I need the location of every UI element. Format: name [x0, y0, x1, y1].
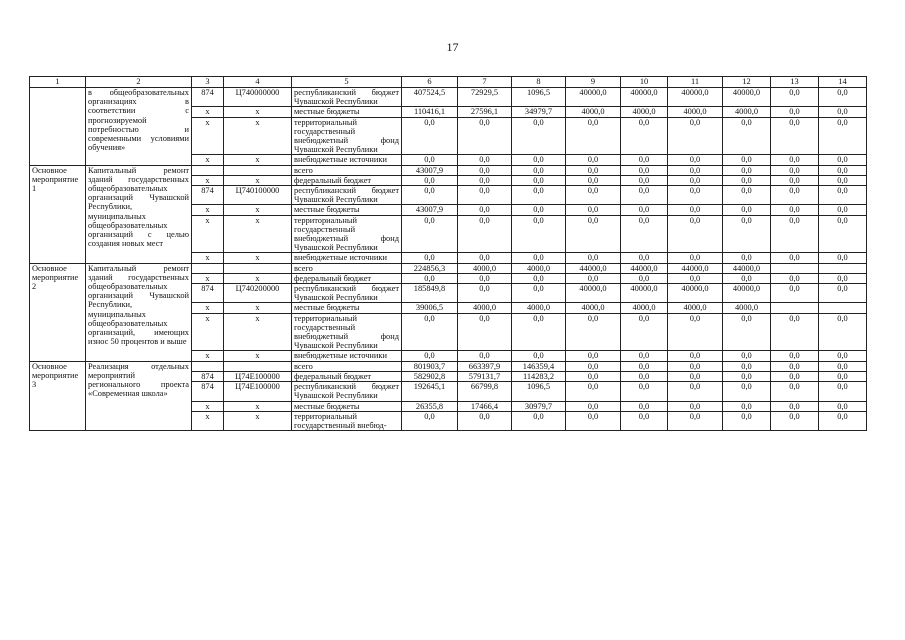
amount-cell: 0,0 [723, 205, 771, 215]
amount-cell: 40000,0 [668, 88, 723, 107]
table-row [30, 361, 867, 371]
page-number: 17 [446, 40, 459, 54]
amount-cell: 0,0 [621, 215, 668, 253]
budget-code-cell: Ц740200000 [224, 284, 292, 303]
amount-cell: 0,0 [771, 186, 819, 205]
measure-description-cell: Капитальный ремонт зданий государственных общеобразовательных организаций Чувашской Республики, муниципальных общеобразовательных организаций, имеющих износ 50 процентов и выше [86, 263, 192, 361]
amount-cell: 0,0 [512, 273, 566, 283]
measure-name-cell: Основное мероприятие 2 [30, 263, 86, 361]
amount-cell: 0,0 [566, 253, 621, 263]
measure-description-cell: Реализация отдельных мероприятий регионального проекта «Современная школа» [86, 361, 192, 430]
amount-cell: 0,0 [566, 175, 621, 185]
amount-cell: 0,0 [819, 215, 867, 253]
amount-cell: 34979,7 [512, 107, 566, 117]
amount-cell: 0,0 [723, 165, 771, 175]
amount-cell: 4000,0 [723, 107, 771, 117]
amount-cell: 0,0 [458, 313, 512, 351]
amount-cell: 0,0 [458, 284, 512, 303]
amount-cell: 44000,0 [621, 263, 668, 273]
amount-cell [771, 263, 819, 273]
amount-cell: 0,0 [458, 351, 512, 361]
amount-cell: 0,0 [819, 155, 867, 165]
amount-cell: 4000,0 [621, 107, 668, 117]
amount-cell: 0,0 [723, 371, 771, 381]
amount-cell: 0,0 [819, 186, 867, 205]
amount-cell: 0,0 [771, 117, 819, 155]
column-number-row [30, 77, 867, 88]
amount-cell: 0,0 [819, 205, 867, 215]
amount-cell: 17466,4 [458, 401, 512, 411]
column-number: 1 [30, 77, 86, 88]
amount-cell: 0,0 [771, 382, 819, 401]
table-row [30, 165, 867, 175]
column-number: 11 [668, 77, 723, 88]
amount-cell: 0,0 [458, 186, 512, 205]
amount-cell: 0,0 [668, 155, 723, 165]
amount-cell: 0,0 [723, 155, 771, 165]
amount-cell: 0,0 [771, 273, 819, 283]
executor-code-cell: x [192, 401, 224, 411]
amount-cell: 0,0 [771, 371, 819, 381]
amount-cell: 0,0 [458, 175, 512, 185]
funding-source-cell: территориальный государственный внебюджетный фонд Чувашской Республики [292, 313, 402, 351]
amount-cell: 0,0 [668, 175, 723, 185]
amount-cell: 1096,5 [512, 382, 566, 401]
amount-cell: 801903,7 [402, 361, 458, 371]
executor-code-cell: x [192, 175, 224, 185]
amount-cell: 0,0 [566, 351, 621, 361]
amount-cell: 0,0 [402, 215, 458, 253]
amount-cell: 0,0 [819, 88, 867, 107]
amount-cell: 0,0 [771, 351, 819, 361]
executor-code-cell: x [192, 215, 224, 253]
amount-cell: 0,0 [819, 351, 867, 361]
table-row [30, 88, 867, 107]
budget-code-cell: Ц740000000 [224, 88, 292, 107]
amount-cell: 0,0 [566, 382, 621, 401]
executor-code-cell: 874 [192, 371, 224, 381]
budget-code-cell: x [224, 253, 292, 263]
amount-cell: 114283,2 [512, 371, 566, 381]
amount-cell: 0,0 [566, 411, 621, 430]
amount-cell: 0,0 [723, 313, 771, 351]
amount-cell: 26355,8 [402, 401, 458, 411]
amount-cell: 0,0 [402, 411, 458, 430]
amount-cell: 0,0 [621, 186, 668, 205]
budget-code-cell: x [224, 351, 292, 361]
executor-code-cell: 874 [192, 88, 224, 107]
amount-cell: 44000,0 [566, 263, 621, 273]
executor-code-cell: x [192, 273, 224, 283]
amount-cell: 0,0 [566, 165, 621, 175]
amount-cell: 40000,0 [566, 284, 621, 303]
amount-cell: 0,0 [621, 382, 668, 401]
measure-description-cell: Капитальный ремонт зданий государственных общеобразовательных организаций Чувашской Республики, муниципальных общеобразовательных организаций с целью создания новых мест [86, 165, 192, 263]
executor-code-cell: x [192, 313, 224, 351]
table-row [30, 263, 867, 273]
column-number: 5 [292, 77, 402, 88]
executor-code-cell: 874 [192, 284, 224, 303]
budget-code-cell: x [224, 107, 292, 117]
funding-source-cell: всего [292, 361, 402, 371]
amount-cell: 44000,0 [668, 263, 723, 273]
executor-code-cell: x [192, 155, 224, 165]
funding-source-cell: местные бюджеты [292, 205, 402, 215]
funding-source-cell: всего [292, 263, 402, 273]
amount-cell: 0,0 [621, 205, 668, 215]
budget-code-cell: x [224, 215, 292, 253]
funding-source-cell: территориальный государственный внебюджетный фонд Чувашской Республики [292, 117, 402, 155]
measure-name-cell: Основное мероприятие 3 [30, 361, 86, 430]
executor-code-cell: x [192, 253, 224, 263]
column-number: 6 [402, 77, 458, 88]
amount-cell: 224856,3 [402, 263, 458, 273]
amount-cell: 4000,0 [458, 263, 512, 273]
amount-cell: 0,0 [566, 117, 621, 155]
amount-cell: 579131,7 [458, 371, 512, 381]
funding-source-cell: территориальный государственный внебюд- [292, 411, 402, 430]
amount-cell: 0,0 [819, 107, 867, 117]
amount-cell [819, 263, 867, 273]
amount-cell: 0,0 [566, 313, 621, 351]
amount-cell: 0,0 [512, 253, 566, 263]
column-number: 8 [512, 77, 566, 88]
amount-cell: 0,0 [458, 215, 512, 253]
amount-cell: 66799,8 [458, 382, 512, 401]
amount-cell: 0,0 [402, 351, 458, 361]
amount-cell: 0,0 [566, 273, 621, 283]
amount-cell: 0,0 [771, 284, 819, 303]
executor-code-cell: x [192, 411, 224, 430]
amount-cell: 4000,0 [566, 107, 621, 117]
amount-cell: 0,0 [402, 117, 458, 155]
amount-cell: 582902,8 [402, 371, 458, 381]
amount-cell: 0,0 [458, 205, 512, 215]
amount-cell: 0,0 [512, 175, 566, 185]
amount-cell: 0,0 [668, 401, 723, 411]
amount-cell: 0,0 [512, 186, 566, 205]
amount-cell: 0,0 [723, 401, 771, 411]
amount-cell: 0,0 [668, 253, 723, 263]
funding-source-cell: республиканский бюджет Чувашской Республики [292, 186, 402, 205]
budget-code-cell: x [224, 155, 292, 165]
amount-cell: 0,0 [771, 411, 819, 430]
amount-cell: 185849,8 [402, 284, 458, 303]
funding-source-cell: всего [292, 165, 402, 175]
amount-cell: 0,0 [668, 117, 723, 155]
amount-cell: 40000,0 [723, 284, 771, 303]
measure-description-cell: в общеобразовательных организациях в соответствии с прогнозируемой потребностью и современными условиями обучения» [86, 88, 192, 166]
amount-cell: 0,0 [621, 117, 668, 155]
amount-cell: 0,0 [402, 313, 458, 351]
amount-cell: 4000,0 [621, 303, 668, 313]
amount-cell: 0,0 [621, 273, 668, 283]
budget-code-cell: x [224, 313, 292, 351]
amount-cell: 0,0 [402, 186, 458, 205]
amount-cell: 0,0 [723, 411, 771, 430]
amount-cell: 0,0 [458, 117, 512, 155]
budget-code-cell: Ц74Е100000 [224, 382, 292, 401]
amount-cell: 43007,9 [402, 165, 458, 175]
program-budget-table [29, 76, 867, 431]
amount-cell: 0,0 [771, 215, 819, 253]
amount-cell: 0,0 [566, 205, 621, 215]
column-number: 3 [192, 77, 224, 88]
funding-source-cell: республиканский бюджет Чувашской Республики [292, 88, 402, 107]
amount-cell: 0,0 [723, 117, 771, 155]
funding-source-cell: федеральный бюджет [292, 175, 402, 185]
amount-cell: 0,0 [621, 253, 668, 263]
amount-cell: 30979,7 [512, 401, 566, 411]
budget-code-cell: x [224, 205, 292, 215]
funding-source-cell: внебюджетные источники [292, 253, 402, 263]
amount-cell: 0,0 [819, 117, 867, 155]
amount-cell: 0,0 [771, 175, 819, 185]
amount-cell: 4000,0 [512, 303, 566, 313]
amount-cell: 0,0 [771, 107, 819, 117]
amount-cell: 4000,0 [668, 303, 723, 313]
column-number: 7 [458, 77, 512, 88]
amount-cell: 0,0 [771, 155, 819, 165]
amount-cell: 0,0 [566, 361, 621, 371]
budget-code-cell: x [224, 411, 292, 430]
amount-cell: 0,0 [621, 411, 668, 430]
amount-cell: 0,0 [402, 175, 458, 185]
amount-cell: 0,0 [566, 215, 621, 253]
amount-cell: 0,0 [402, 155, 458, 165]
column-number: 9 [566, 77, 621, 88]
amount-cell: 110416,1 [402, 107, 458, 117]
executor-code-cell: x [192, 351, 224, 361]
amount-cell: 72929,5 [458, 88, 512, 107]
column-number: 4 [224, 77, 292, 88]
amount-cell: 4000,0 [512, 263, 566, 273]
amount-cell: 1096,5 [512, 88, 566, 107]
budget-code-cell: Ц74Е100000 [224, 371, 292, 381]
amount-cell: 0,0 [723, 175, 771, 185]
amount-cell: 0,0 [771, 313, 819, 351]
amount-cell: 0,0 [668, 411, 723, 430]
amount-cell: 4000,0 [668, 107, 723, 117]
amount-cell: 0,0 [566, 401, 621, 411]
amount-cell: 40000,0 [723, 88, 771, 107]
executor-code-cell: x [192, 205, 224, 215]
amount-cell: 0,0 [723, 351, 771, 361]
amount-cell: 0,0 [723, 382, 771, 401]
budget-code-cell: x [224, 401, 292, 411]
amount-cell: 0,0 [819, 284, 867, 303]
amount-cell: 0,0 [566, 155, 621, 165]
amount-cell: 0,0 [723, 273, 771, 283]
funding-source-cell: территориальный государственный внебюджетный фонд Чувашской Республики [292, 215, 402, 253]
amount-cell: 0,0 [566, 186, 621, 205]
column-number: 14 [819, 77, 867, 88]
amount-cell: 0,0 [723, 361, 771, 371]
amount-cell: 0,0 [771, 401, 819, 411]
amount-cell: 0,0 [512, 313, 566, 351]
amount-cell: 0,0 [819, 175, 867, 185]
amount-cell: 4000,0 [723, 303, 771, 313]
amount-cell: 0,0 [512, 215, 566, 253]
amount-cell: 0,0 [621, 155, 668, 165]
amount-cell: 0,0 [771, 361, 819, 371]
executor-code-cell: x [192, 117, 224, 155]
amount-cell: 4000,0 [566, 303, 621, 313]
executor-code-cell [192, 263, 224, 273]
amount-cell: 0,0 [621, 361, 668, 371]
amount-cell [819, 303, 867, 313]
executor-code-cell: 874 [192, 382, 224, 401]
executor-code-cell [192, 165, 224, 175]
amount-cell: 0,0 [819, 165, 867, 175]
amount-cell: 0,0 [458, 273, 512, 283]
funding-source-cell: республиканский бюджет Чувашской Республики [292, 382, 402, 401]
funding-source-cell: местные бюджеты [292, 401, 402, 411]
funding-source-cell: внебюджетные источники [292, 155, 402, 165]
amount-cell: 44000,0 [723, 263, 771, 273]
amount-cell: 0,0 [819, 273, 867, 283]
budget-code-cell [224, 263, 292, 273]
amount-cell: 0,0 [512, 411, 566, 430]
amount-cell: 0,0 [723, 186, 771, 205]
amount-cell: 0,0 [819, 253, 867, 263]
budget-code-cell [224, 165, 292, 175]
amount-cell: 43007,9 [402, 205, 458, 215]
amount-cell: 0,0 [668, 371, 723, 381]
amount-cell: 0,0 [458, 165, 512, 175]
amount-cell: 0,0 [668, 361, 723, 371]
amount-cell: 0,0 [458, 411, 512, 430]
amount-cell: 0,0 [771, 165, 819, 175]
amount-cell: 0,0 [621, 165, 668, 175]
amount-cell: 0,0 [819, 361, 867, 371]
amount-cell: 0,0 [819, 401, 867, 411]
column-number: 12 [723, 77, 771, 88]
column-number: 2 [86, 77, 192, 88]
amount-cell: 40000,0 [566, 88, 621, 107]
amount-cell: 0,0 [621, 175, 668, 185]
amount-cell: 0,0 [402, 253, 458, 263]
executor-code-cell [192, 361, 224, 371]
amount-cell: 0,0 [668, 273, 723, 283]
amount-cell: 0,0 [819, 371, 867, 381]
budget-code-cell: x [224, 175, 292, 185]
amount-cell: 39006,5 [402, 303, 458, 313]
amount-cell: 0,0 [458, 253, 512, 263]
budget-code-cell [224, 361, 292, 371]
amount-cell [771, 303, 819, 313]
amount-cell: 0,0 [668, 165, 723, 175]
amount-cell: 0,0 [723, 253, 771, 263]
amount-cell: 0,0 [668, 205, 723, 215]
funding-source-cell: местные бюджеты [292, 107, 402, 117]
amount-cell: 192645,1 [402, 382, 458, 401]
amount-cell: 0,0 [512, 351, 566, 361]
budget-code-cell: x [224, 273, 292, 283]
amount-cell: 0,0 [668, 382, 723, 401]
amount-cell: 663397,9 [458, 361, 512, 371]
amount-cell: 0,0 [723, 215, 771, 253]
amount-cell: 0,0 [512, 117, 566, 155]
funding-source-cell: местные бюджеты [292, 303, 402, 313]
funding-source-cell: внебюджетные источники [292, 351, 402, 361]
budget-code-cell: x [224, 303, 292, 313]
amount-cell: 0,0 [668, 186, 723, 205]
column-number: 13 [771, 77, 819, 88]
amount-cell: 146359,4 [512, 361, 566, 371]
amount-cell: 0,0 [512, 205, 566, 215]
funding-source-cell: республиканский бюджет Чувашской Республики [292, 284, 402, 303]
budget-code-cell: Ц740100000 [224, 186, 292, 205]
budget-code-cell: x [224, 117, 292, 155]
amount-cell: 27596,1 [458, 107, 512, 117]
amount-cell: 40000,0 [668, 284, 723, 303]
amount-cell: 0,0 [771, 88, 819, 107]
amount-cell: 0,0 [771, 253, 819, 263]
amount-cell: 4000,0 [458, 303, 512, 313]
amount-cell: 0,0 [668, 215, 723, 253]
amount-cell: 0,0 [621, 313, 668, 351]
amount-cell: 0,0 [621, 351, 668, 361]
executor-code-cell: x [192, 107, 224, 117]
amount-cell: 0,0 [512, 165, 566, 175]
amount-cell: 0,0 [566, 371, 621, 381]
amount-cell: 0,0 [621, 401, 668, 411]
funding-source-cell: федеральный бюджет [292, 273, 402, 283]
amount-cell: 0,0 [512, 155, 566, 165]
amount-cell: 0,0 [819, 411, 867, 430]
amount-cell: 0,0 [771, 205, 819, 215]
amount-cell: 0,0 [458, 155, 512, 165]
amount-cell: 0,0 [819, 382, 867, 401]
executor-code-cell: 874 [192, 186, 224, 205]
amount-cell: 0,0 [621, 371, 668, 381]
amount-cell: 0,0 [402, 273, 458, 283]
measure-name-cell: Основное мероприятие 1 [30, 165, 86, 263]
amount-cell: 0,0 [668, 351, 723, 361]
executor-code-cell: x [192, 303, 224, 313]
amount-cell: 40000,0 [621, 88, 668, 107]
amount-cell: 0,0 [819, 313, 867, 351]
measure-name-cell [30, 88, 86, 166]
amount-cell: 0,0 [668, 313, 723, 351]
amount-cell: 0,0 [512, 284, 566, 303]
column-number: 10 [621, 77, 668, 88]
funding-source-cell: федеральный бюджет [292, 371, 402, 381]
amount-cell: 40000,0 [621, 284, 668, 303]
amount-cell: 407524,5 [402, 88, 458, 107]
